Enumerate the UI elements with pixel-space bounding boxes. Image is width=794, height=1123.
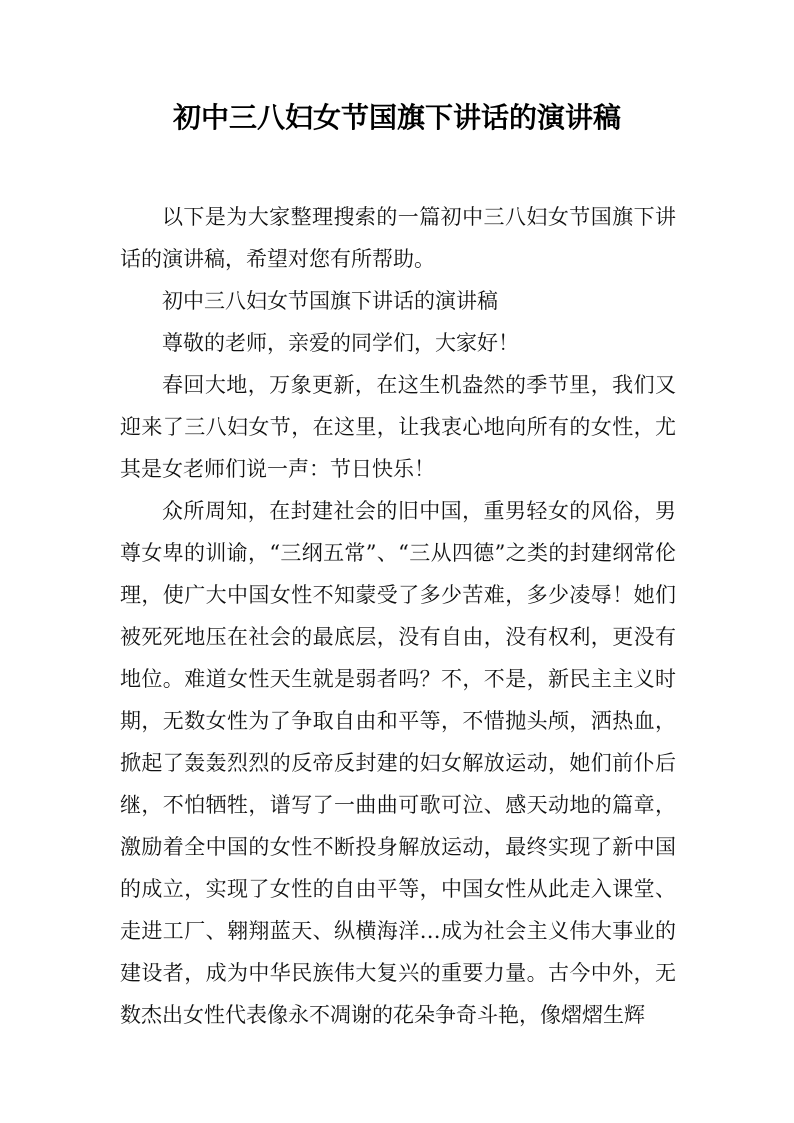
document-body	[120, 196, 676, 1036]
paragraph-history: 众所周知，在封建社会的旧中国，重男轻女的风俗，男尊女卑的训谕，“三纲五常”、“三从四德”之类的封建纲常伦理，使广大中国女性不知蒙受了多少苦难，多少凌辱！她们被死死地压在社会的最底层，没有自由，没有权利，更没有地位。难道女性天生就是弱者吗？不，不是，新民主主义时期，无数女性为了争取自由和平等，不惜抛头颅，洒热血，掀起了轰轰烈烈的反帝反封建的妇女解放运动，她们前仆后继，不怕牺牲，谱写了一曲曲可歌可泣、感天动地的篇章，激励着全中国的女性不断投身解放运动，最终实现了新中国的成立，实现了女性的自由平等，中国女性从此走入课堂、走进工厂、翱翔蓝天、纵横海洋…成为社会主义伟大事业的建设者，成为中华民族伟大复兴的重要力量。古今中外，无数杰出女性代表像永不凋谢的花朵争奇斗艳，像熠熠生辉	[120, 499, 676, 1027]
paragraph-intro: 以下是为大家整理搜索的一篇初中三八妇女节国旗下讲话的演讲稿，希望对您有所帮助。	[120, 205, 676, 271]
paragraph-spring: 春回大地，万象更新，在这生机盎然的季节里，我们又迎来了三八妇女节，在这里，让我衷心地向所有的女性，尤其是女老师们说一声：节日快乐！	[120, 373, 676, 481]
document-title: 初中三八妇女节国旗下讲话的演讲稿	[172, 101, 621, 134]
paragraph-subtitle: 初中三八妇女节国旗下讲话的演讲稿	[162, 289, 498, 313]
paragraph-greeting: 尊敬的老师，亲爱的同学们，大家好！	[162, 331, 519, 355]
